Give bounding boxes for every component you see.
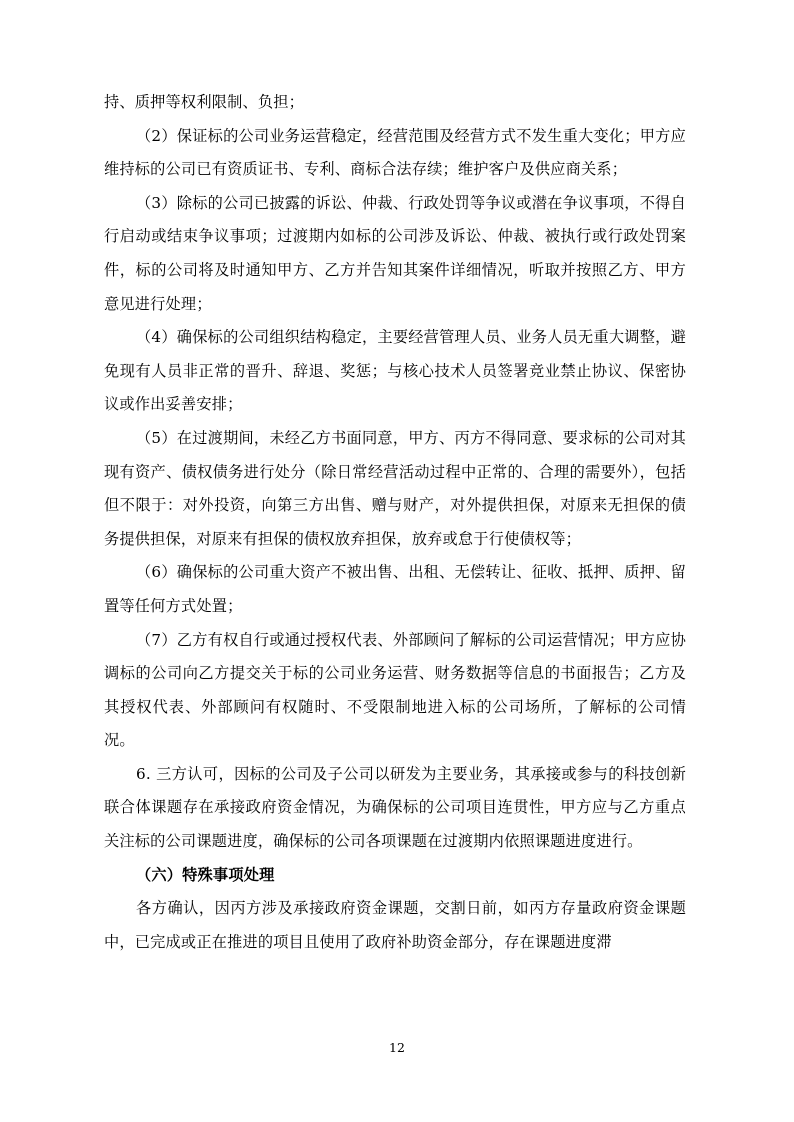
page-number: 12 <box>389 1040 405 1055</box>
paragraph: （5）在过渡期间，未经乙方书面同意，甲方、丙方不得同意、要求标的公司对其现有资产、债权债务进行处分（除日常经营活动过程中正常的、合理的需要外），包括但不限于：对外投资，向第三方出售、赠与财产，对外提供担保，对原来无担保的债务提供担保，对原来有担保的债权放弃担保，放弃或怠于行使债权等； <box>104 428 686 548</box>
document-body <box>104 86 686 959</box>
section-heading: （六）特殊事项处理 <box>136 865 275 884</box>
paragraph: 6. 三方认可，因标的公司及子公司以研发为主要业务，其承接或参与的科技创新联合体课题存在承接政府资金情况，为确保标的公司项目连贯性，甲方应与乙方重点关注标的公司课题进度，确保标的公司各项课题在过渡期内依照课题进度进行。 <box>104 764 686 851</box>
paragraph: 各方确认，因丙方涉及承接政府资金课题，交割日前，如丙方存量政府资金课题中，已完成或正在推进的项目且使用了政府补助资金部分，存在课题进度滞 <box>104 899 686 951</box>
paragraph: （4）确保标的公司组织结构稳定，主要经营管理人员、业务人员无重大调整，避免现有人员非正常的晋升、辞退、奖惩；与核心技术人员签署竞业禁止协议、保密协议或作出妥善安排； <box>104 328 686 414</box>
paragraph: 持、质押等权利限制、负担； <box>104 93 305 111</box>
paragraph: （6）确保标的公司重大资产不被出售、出租、无偿转让、征收、抵押、质押、留置等任何方式处置； <box>104 563 686 615</box>
paragraph: （7）乙方有权自行或通过授权代表、外部顾问了解标的公司运营情况；甲方应协调标的公司向乙方提交关于标的公司业务运营、财务数据等信息的书面报告；乙方及其授权代表、外部顾问有权随时、不受限制地进入标的公司场所，了解标的公司情况。 <box>104 630 686 750</box>
paragraph: （3）除标的公司已披露的诉讼、仲裁、行政处罚等争议或潜在争议事项，不得自行启动或结束争议事项；过渡期内如标的公司涉及诉讼、仲裁、被执行或行政处罚案件，标的公司将及时通知甲方、乙方并告知其案件详细情况，听取并按照乙方、甲方意见进行处理； <box>104 193 686 313</box>
paragraph: （2）保证标的公司业务运营稳定，经营范围及经营方式不发生重大变化；甲方应维持标的公司已有资质证书、专利、商标合法存续；维护客户及供应商关系； <box>104 126 686 179</box>
